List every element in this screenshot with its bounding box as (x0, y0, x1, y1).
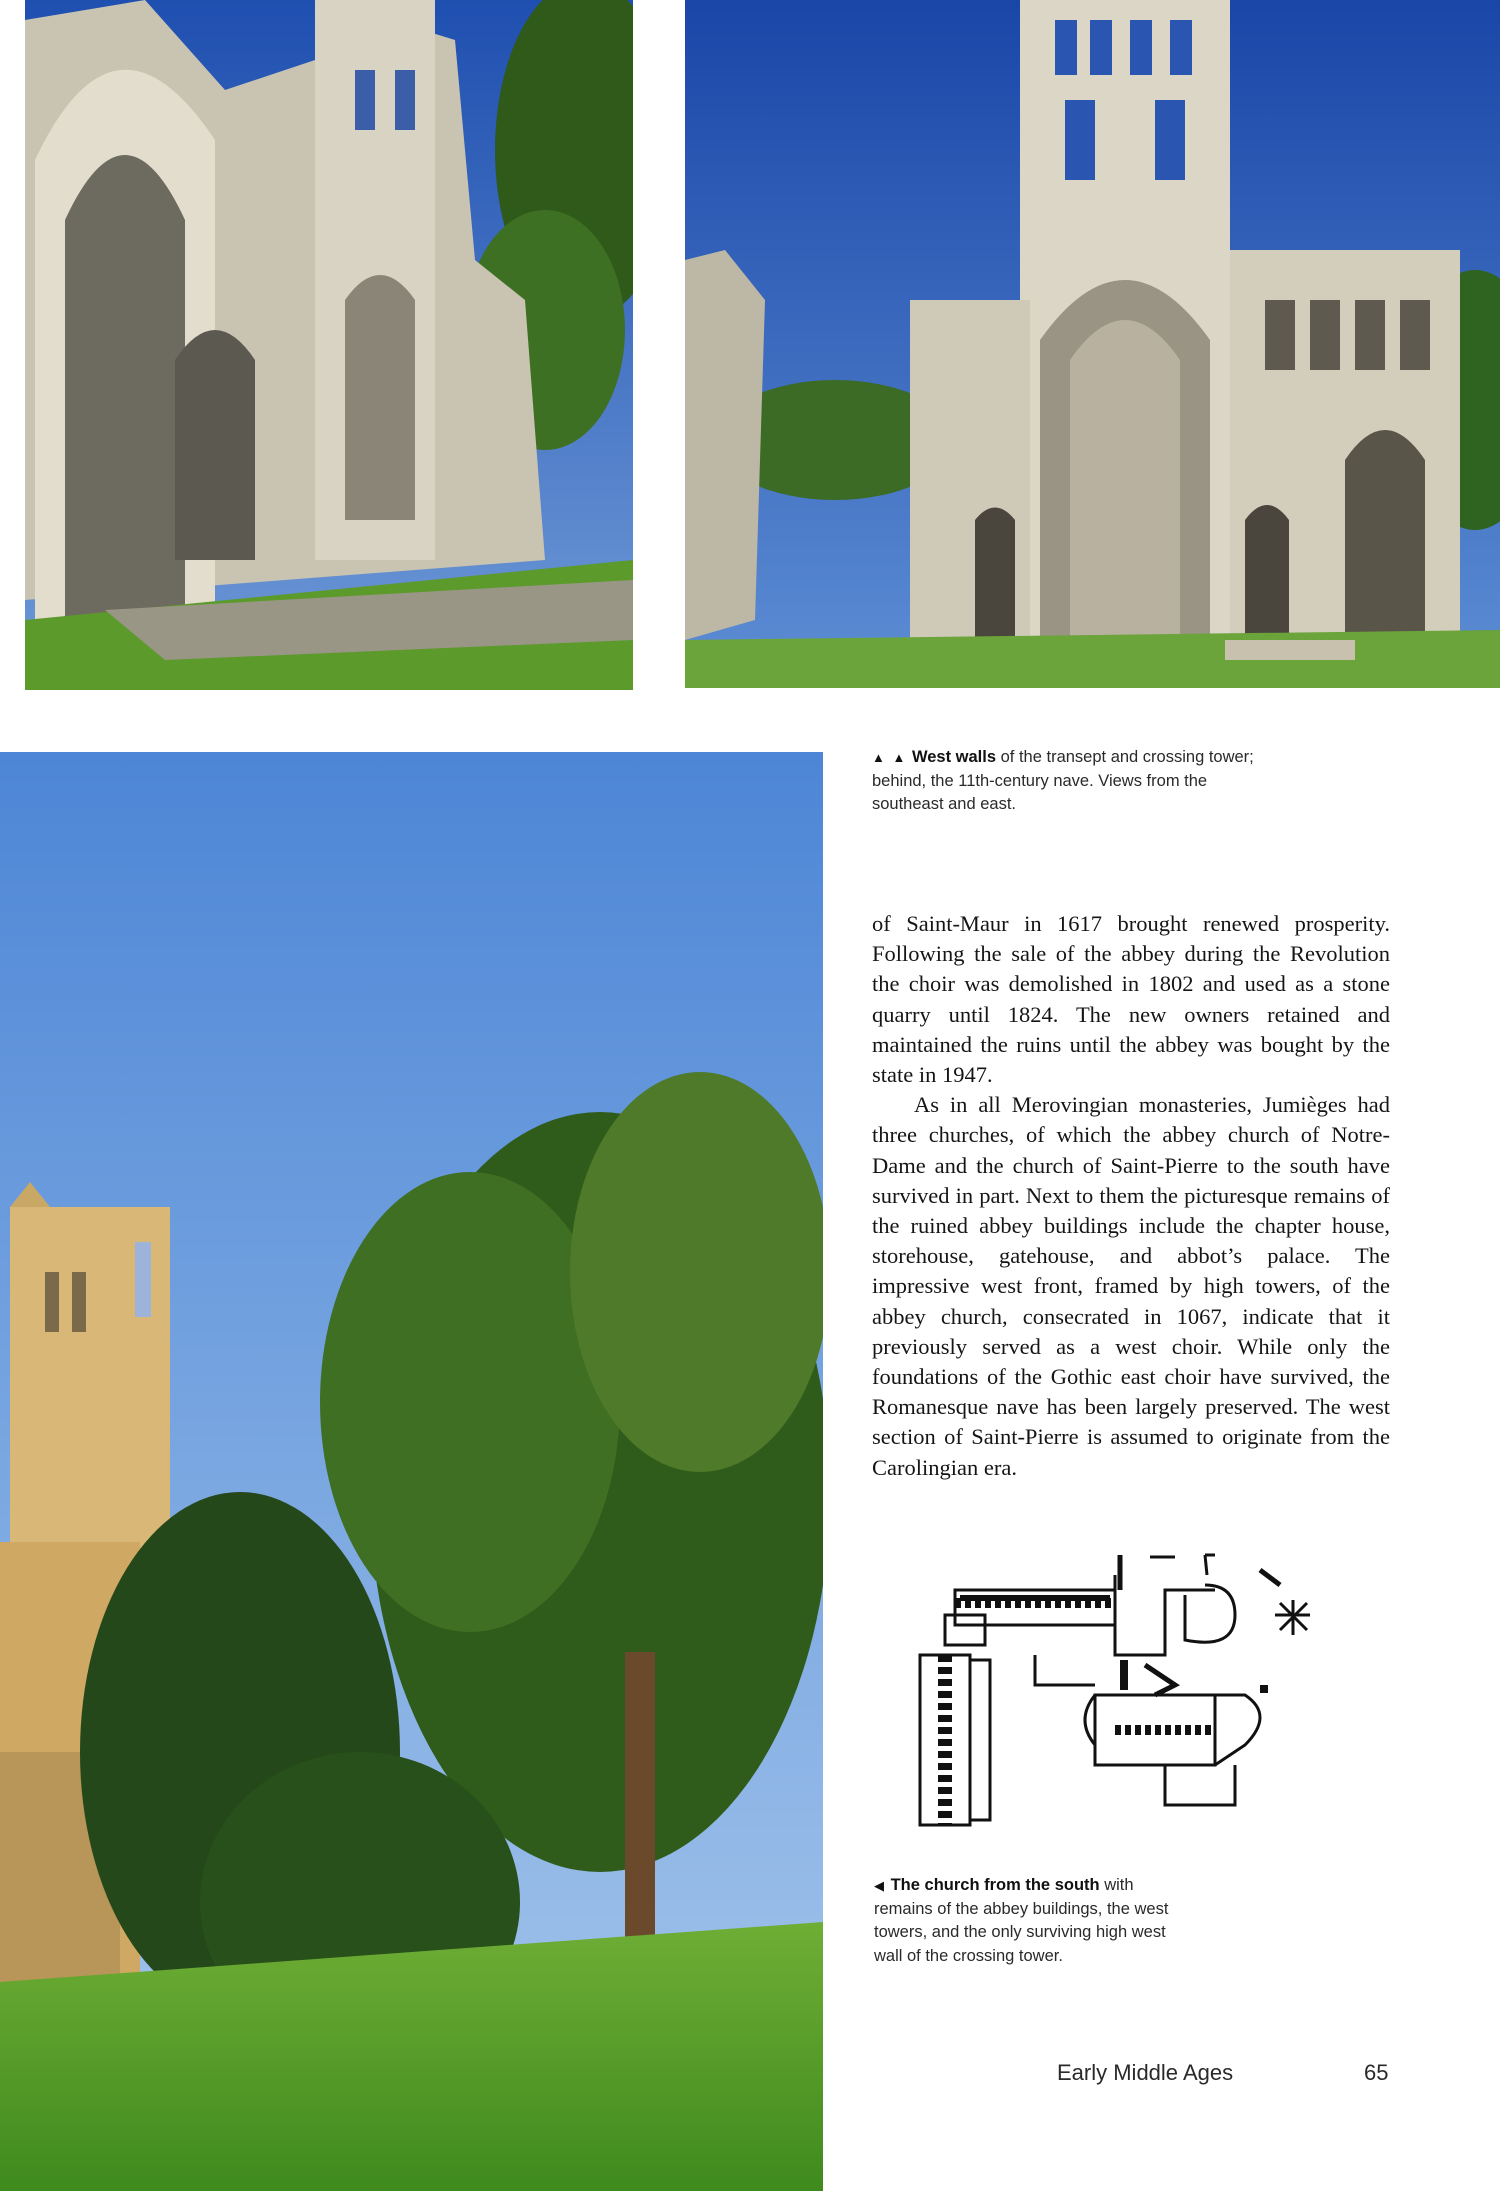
photo-crossing-tower-east (685, 0, 1500, 688)
floor-plan-diagram (915, 1545, 1335, 1845)
caption-text: with remains of the abbey buildings, the west towers, and the only surviving high west wall of the crossing tower. (874, 1876, 1169, 1965)
body-paragraph: of Saint-Maur in 1617 brought renewed prosperity. Following the sale of the abbey during the Revolution the choir was demolished in 1802 and used as a stone quarry until 1824. The new owners retained and maintained the ruins until the abbey was bought by the state in 1947. (872, 911, 1390, 1088)
caption-church-from-south (874, 1874, 1174, 1968)
photo-transept-west-walls (25, 0, 633, 690)
page-number: 65 (1364, 2060, 1389, 2085)
caption-marker-up-icon: ▲ ▲ (872, 750, 908, 765)
body-paragraph: As in all Merovingian monasteries, Jumièges had three churches, of which the abbey church of Notre-Dame and the church of Saint-Pierre to the south have survived in part. Next to them the picturesque remains of the ruined abbey buildings include the chapter house, storehouse, gatehouse, and abbot’s palace. The impressive west front, framed by high towers, of the abbey church, consecrated in 1067, indicate that it previously served as a west choir. While only the foundations of the Gothic east choir have survived, the Romanesque nave has been largely preserved. The west section of Saint-Pierre is assumed to originate from the Carolingian era. (872, 1092, 1390, 1480)
caption-west-walls (872, 746, 1272, 817)
caption-title: The church from the south (890, 1876, 1100, 1894)
caption-marker-left-icon: ◀ (874, 1878, 886, 1893)
caption-text: of the transept and crossing tower; behind, the 11th-century nave. Views from the southeast and east. (872, 748, 1254, 813)
photo-church-from-south (0, 752, 823, 2191)
caption-title: West walls (911, 748, 997, 766)
body-text (872, 909, 1390, 1483)
running-footer-section: Early Middle Ages (1057, 2060, 1234, 2085)
